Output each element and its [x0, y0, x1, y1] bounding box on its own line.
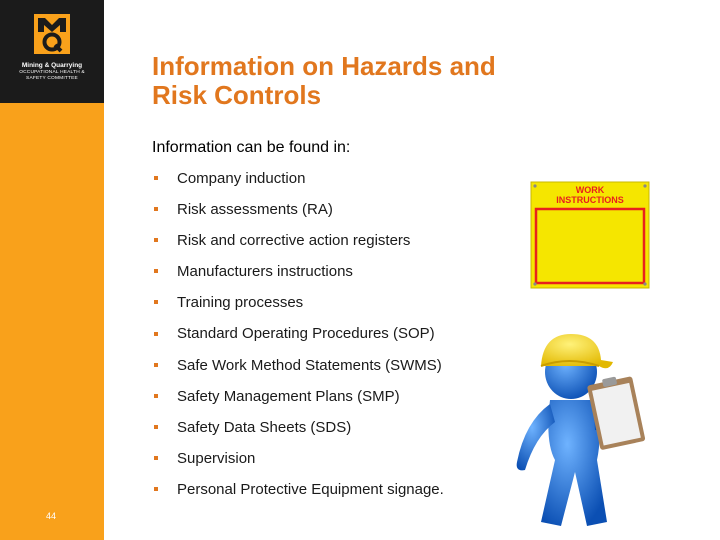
list-item-label: Training processes — [177, 294, 304, 312]
logo-mark-icon — [34, 14, 70, 54]
title-line-2: Risk Controls — [152, 80, 322, 110]
bullet-icon — [154, 300, 158, 304]
logo-text — [0, 62, 104, 82]
list-item-label: Risk assessments (RA) — [177, 201, 333, 219]
list-item — [152, 163, 444, 194]
list-item — [152, 412, 444, 443]
list-item-label: Standard Operating Procedures (SOP) — [177, 325, 435, 343]
work-instructions-sign — [530, 181, 650, 291]
list-item-label: Safety Management Plans (SMP) — [177, 387, 400, 405]
sign-line1: WORK — [575, 185, 605, 195]
list-item — [152, 350, 444, 381]
sidebar — [0, 0, 104, 540]
list-item-label: Safe Work Method Statements (SWMS) — [177, 356, 442, 374]
worker-with-clipboard-illustration — [505, 322, 650, 532]
bullet-icon — [154, 269, 158, 273]
logo-line3: SAFETY COMMITTEE — [26, 76, 78, 81]
list-item-label: Supervision — [177, 449, 256, 467]
bullet-icon — [154, 394, 158, 398]
slide-title — [152, 52, 572, 110]
list-item — [152, 225, 444, 256]
list-item — [152, 318, 444, 349]
intro-text: Information can be found in: — [152, 139, 351, 156]
list-item — [152, 194, 444, 225]
list-item-label: Company induction — [177, 170, 306, 187]
bullet-icon — [154, 487, 158, 491]
logo-line2: OCCUPATIONAL HEALTH & — [19, 70, 85, 75]
list-item — [152, 474, 444, 505]
bullet-icon — [154, 238, 158, 242]
sign-line2: INSTRUCTIONS — [556, 195, 624, 205]
list-item-label: Personal Protective Equipment signage. — [177, 480, 444, 498]
bullet-icon — [154, 332, 158, 336]
bullet-icon — [154, 176, 158, 180]
bullet-icon — [154, 207, 158, 211]
logo — [0, 0, 104, 103]
list-item-label: Risk and corrective action registers — [177, 232, 411, 250]
bullet-icon — [154, 456, 158, 460]
list-item — [152, 381, 444, 412]
list-item — [152, 256, 444, 287]
page-number: 44 — [46, 511, 57, 521]
list-item-label: Safety Data Sheets (SDS) — [177, 418, 352, 436]
bullet-icon — [154, 425, 158, 429]
list-item — [152, 443, 444, 474]
list-item-label: Manufacturers instructions — [177, 263, 353, 281]
list-item — [152, 287, 444, 318]
bullet-icon — [154, 363, 158, 367]
bullet-list — [152, 163, 444, 505]
title-line-1: Information on Hazards and — [152, 51, 496, 81]
logo-line1: Mining & Quarrying — [21, 62, 83, 69]
